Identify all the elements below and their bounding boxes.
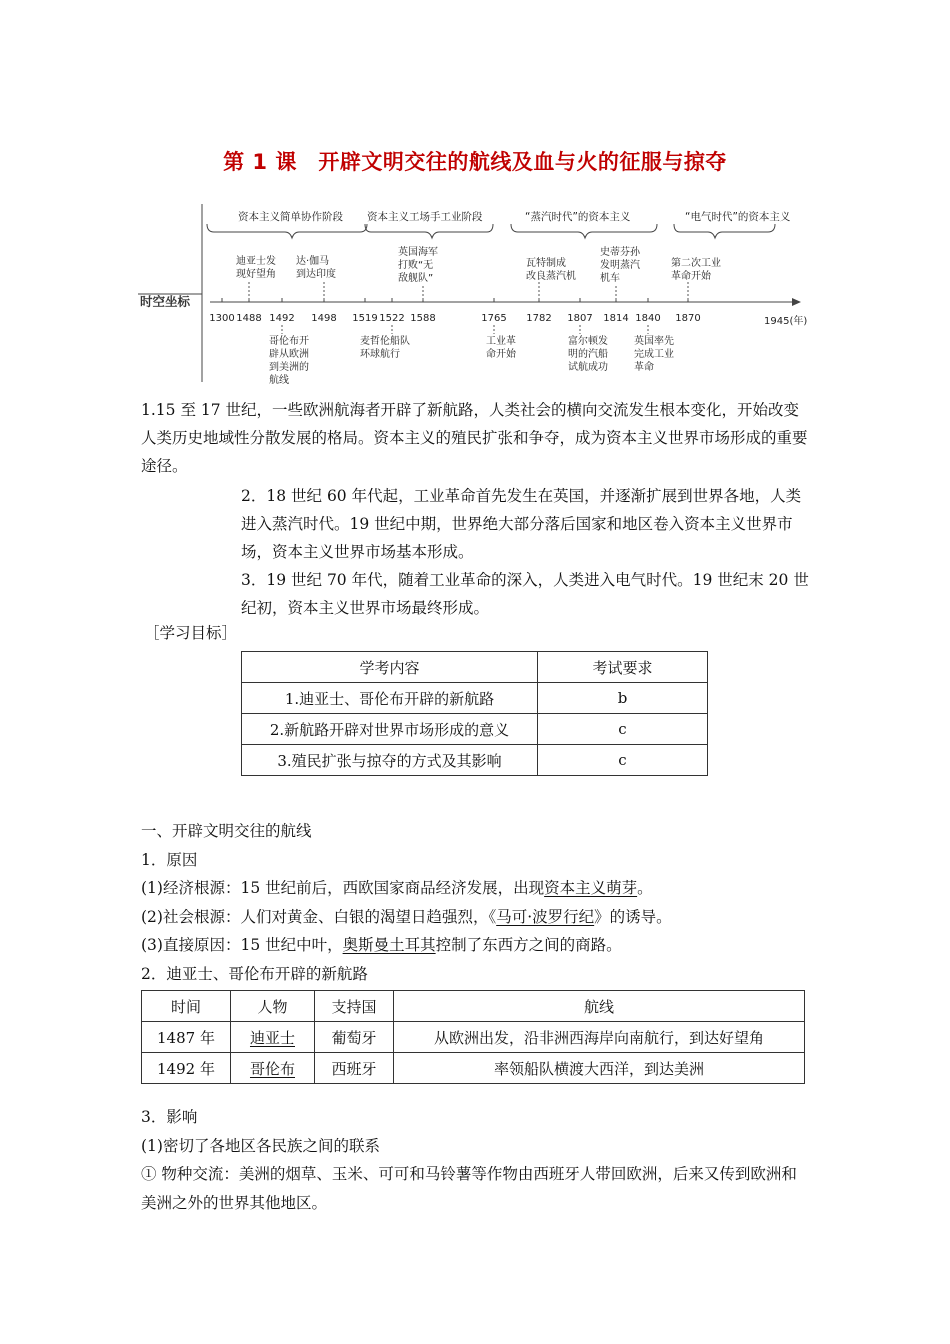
- timeline-event-label: 工业革: [486, 336, 516, 347]
- learning-goals-table: [241, 651, 708, 776]
- table-cell: 迪亚士: [231, 1022, 315, 1053]
- timeline-frame: [138, 204, 794, 382]
- timeline-event-label: 机车: [600, 273, 620, 284]
- timeline-event-label: 迪亚士发: [236, 256, 276, 267]
- subheading: 1．原因: [141, 850, 198, 869]
- timeline-event-label: 麦哲伦船队: [360, 336, 410, 347]
- timeline-event-label: 革命开始: [671, 271, 711, 282]
- table-header-row: [142, 991, 805, 1022]
- timeline-stage: 资本主义工场手工业阶段: [367, 211, 483, 223]
- intro-paragraph-2: 2．18 世纪 60 年代起，工业革命首先发生在英国，并逐渐扩展到世界各地，人类进入蒸汽时代。19 世纪中期，世界绝大部分落后国家和地区卷入资本主义世界市场，资本主义世界市场基本形成。: [241, 487, 802, 561]
- timeline-event-label: 打败“无: [398, 260, 434, 271]
- table-header: 支持国: [315, 991, 394, 1022]
- timeline-event-label: 现好望角: [236, 269, 276, 280]
- timeline-event-label: 富尔顿发: [568, 336, 608, 347]
- timeline-lower-events: [269, 325, 674, 386]
- table-cell: 3.殖民扩张与掠夺的方式及其影响: [242, 745, 538, 776]
- timeline-event-label: 到达印度: [296, 269, 336, 280]
- table-header: 考试要求: [538, 652, 708, 683]
- table-header-row: [242, 652, 708, 683]
- timeline-year-label: 1945(年): [764, 316, 808, 327]
- timeline-diagram: [138, 198, 818, 386]
- table-cell: 2.新航路开辟对世界市场形成的意义: [242, 714, 538, 745]
- timeline-event-label: 瓦特制成: [526, 258, 566, 269]
- table-row: [142, 1022, 805, 1053]
- table-cell: 率领船队横渡大西洋，到达美洲: [394, 1053, 805, 1084]
- table-cell: 1492 年: [142, 1053, 231, 1084]
- timeline-year-label: 1498: [311, 313, 337, 324]
- timeline-year-label: 1807: [567, 313, 593, 324]
- routes-table: [141, 990, 805, 1084]
- timeline-year-label: 1870: [675, 313, 701, 324]
- table-header: 人物: [231, 991, 315, 1022]
- timeline-event-label: 革命: [634, 362, 654, 373]
- timeline-event-label: 发明蒸汽: [600, 260, 640, 271]
- table-row: [242, 714, 708, 745]
- timeline-event-label: 达·伽马: [296, 256, 330, 267]
- table-cell: 西班牙: [315, 1053, 394, 1084]
- timeline-axis-title: 时空坐标: [140, 294, 191, 309]
- section-3: [141, 1103, 809, 1217]
- table-cell: 哥伦布: [231, 1053, 315, 1084]
- timeline-year-label: 1300: [209, 313, 235, 324]
- table-cell: b: [538, 683, 708, 714]
- timeline-event-label: 敌舰队”: [398, 273, 434, 284]
- section-1: [141, 817, 809, 988]
- timeline-event-label: 英国率先: [634, 336, 674, 347]
- table-row: [242, 745, 708, 776]
- timeline-event-label: 第二次工业: [671, 258, 721, 269]
- timeline-event-label: 试航成功: [568, 362, 608, 373]
- subheading: 3．影响: [141, 1108, 198, 1126]
- timeline-year-label: 1814: [603, 313, 629, 324]
- cause-item: (1)经济根源：15 世纪前后，西欧国家商品经济发展，出现资本主义萌芽。: [141, 879, 653, 897]
- timeline-event-label: 英国海军: [398, 247, 438, 258]
- timeline-year-label: 1492: [269, 313, 295, 324]
- table-row: [142, 1053, 805, 1084]
- table-header: 学考内容: [242, 652, 538, 683]
- timeline-event-label: 明的汽船: [568, 349, 608, 360]
- timeline-year-label: 1519: [352, 313, 378, 324]
- cause-item: (3)直接原因：15 世纪中叶，奥斯曼土耳其控制了东西方之间的商路。: [141, 936, 622, 954]
- timeline-year-label: 1522: [379, 313, 405, 324]
- timeline-event-label: 完成工业: [634, 349, 674, 360]
- table-header: 时间: [142, 991, 231, 1022]
- table-cell: 1487 年: [142, 1022, 231, 1053]
- subheading: 2．迪亚士、哥伦布开辟的新航路: [141, 964, 368, 983]
- table-cell: 1.迪亚士、哥伦布开辟的新航路: [242, 683, 538, 714]
- timeline-stage: 资本主义简单协作阶段: [238, 211, 343, 223]
- timeline-year-label: 1782: [526, 313, 552, 324]
- intro-paragraph-3: 3．19 世纪 70 年代，随着工业革命的深入，人类进入电气时代。19 世纪末 20 世纪初，资本主义世界市场最终形成。: [241, 571, 809, 617]
- section-heading: 一、开辟文明交往的航线: [141, 822, 312, 840]
- impact-item: ① 物种交流：美洲的烟草、玉米、可可和马铃薯等作物由西班牙人带回欧洲，后来又传到欧洲和美洲之外的世界其他地区。: [141, 1165, 797, 1212]
- timeline-stage: “电气时代”的资本主义: [685, 211, 791, 223]
- timeline-event-label: 命开始: [486, 349, 516, 360]
- timeline-year-label: 1588: [410, 313, 436, 324]
- timeline-event-label: 环球航行: [360, 349, 400, 360]
- cause-item: (2)社会根源：人们对黄金、白银的渴望日趋强烈，《马可·波罗行纪》的诱导。: [141, 907, 672, 926]
- table-row: [242, 683, 708, 714]
- table-header: 航线: [394, 991, 805, 1022]
- timeline-stage: “蒸汽时代”的资本主义: [525, 211, 631, 223]
- table-cell: 葡萄牙: [315, 1022, 394, 1053]
- table-cell: c: [538, 714, 708, 745]
- timeline-year-label: 1765: [481, 313, 507, 324]
- timeline-event-label: 辟从欧洲: [269, 349, 309, 360]
- timeline-upper-events: [236, 245, 721, 302]
- table-cell: 从欧洲出发，沿非洲西海岸向南航行，到达好望角: [394, 1022, 805, 1053]
- timeline-event-label: 到美洲的: [269, 362, 309, 373]
- timeline-event-label: 史蒂芬孙: [600, 247, 640, 258]
- page-title: 第 1 课 开辟文明交往的航线及血与火的征服与掠夺: [223, 150, 727, 174]
- learning-goals-label: ［学习目标］: [144, 624, 238, 642]
- timeline-event-label: 航线: [269, 375, 289, 386]
- timeline-event-label: 改良蒸汽机: [526, 271, 576, 282]
- timeline-year-label: 1840: [635, 313, 661, 324]
- timeline-year-label: 1488: [236, 313, 262, 324]
- table-cell: c: [538, 745, 708, 776]
- intro-paragraph-1: 1.15 至 17 世纪，一些欧洲航海者开辟了新航路，人类社会的横向交流发生根本变化，开始改变人类历史地域性分散发展的格局。资本主义的殖民扩张和争夺，成为资本主义世界市场形成的重要途径。: [141, 401, 808, 475]
- impact-item: (1)密切了各地区各民族之间的联系: [141, 1136, 380, 1155]
- timeline-event-label: 哥伦布开: [269, 336, 309, 347]
